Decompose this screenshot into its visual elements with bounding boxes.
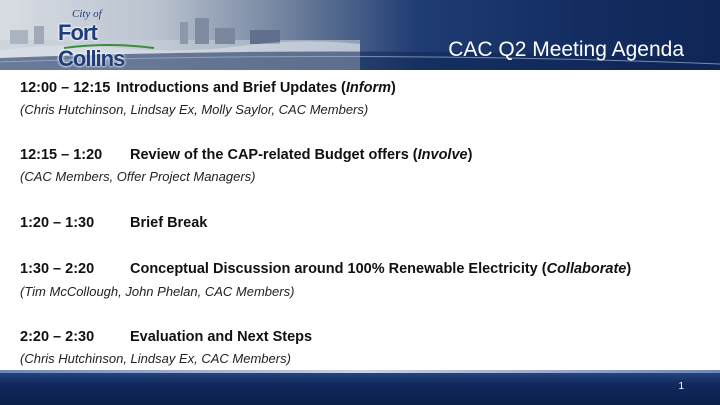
agenda-topic: Brief Break [130,215,208,231]
agenda-mode: Involve [417,147,468,163]
agenda-people-5: (Chris Hutchinson, Lindsay Ex, CAC Members) [20,351,291,366]
slide-title: CAC Q2 Meeting Agenda [448,38,684,61]
agenda-item-2 [20,147,472,163]
agenda-people-2: (CAC Members, Offer Project Managers) [20,169,256,184]
agenda-people-4: (Tim McCollough, John Phelan, CAC Members) [20,284,295,299]
agenda-topic: Conceptual Discussion around 100% Renewable Electricity ( [130,261,547,277]
agenda-item-4 [20,261,631,277]
agenda-time: 12:00 – 12:15 [20,80,111,96]
agenda-item-1 [20,80,396,96]
logo-city-of: City of [72,8,102,20]
agenda-mode: Collaborate [546,261,627,277]
logo-swoosh-icon [64,44,154,50]
page-number: 1 [678,381,684,392]
agenda-time: 1:20 – 1:30 [20,215,95,231]
agenda-close: ) [391,80,396,96]
slide-footer [0,370,720,405]
city-logo [58,8,168,70]
agenda-time: 12:15 – 1:20 [20,147,103,163]
agenda-people-1: (Chris Hutchinson, Lindsay Ex, Molly Saylor, CAC Members) [20,102,369,117]
agenda-mode: Inform [345,80,391,96]
agenda-close: ) [467,147,473,163]
agenda-time: 1:30 – 2:20 [20,261,95,277]
agenda-time: 2:20 – 2:30 [20,329,95,345]
agenda-topic: Introductions and Brief Updates ( [116,80,346,96]
agenda-close: ) [626,261,632,277]
agenda-item-3 [20,215,207,231]
agenda-topic: Evaluation and Next Steps [130,329,313,345]
slide-header [0,0,720,70]
agenda-topic: Review of the CAP-related Budget offers ( [130,147,418,163]
logo-fort-collins: Fort Collins [58,20,125,70]
agenda-item-5 [20,329,312,345]
footer-divider [0,370,720,373]
